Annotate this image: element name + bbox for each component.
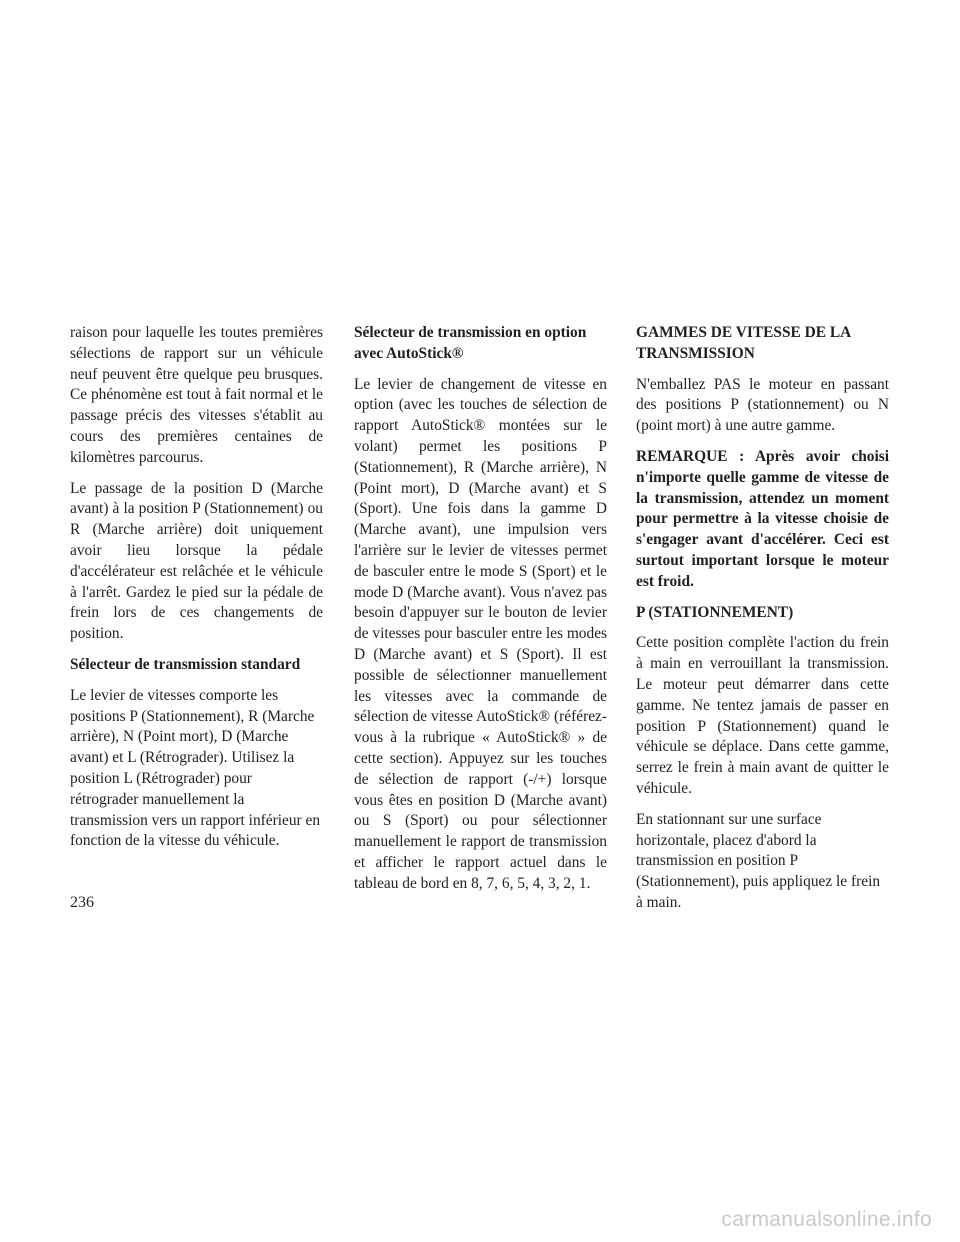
section-heading: P (STATIONNEMENT)	[636, 603, 794, 621]
body-paragraph: Le passage de la position D (Marche avant) à la position P (Stationnement) ou R (Marche arrière) doit uniquement avoir lieu lorsque la pédale d'accélérateur est relâchée et le véhicule à l'arrêt. Gardez le pied sur la pédale de frein lors de ces changements de position.	[70, 479, 323, 643]
note-paragraph: REMARQUE : Après avoir choisi n'importe quelle gamme de vitesse de la transmission, attendez un moment pour permettre à la vitesse choisie de s'engager avant d'accélérer. Ceci est surtout important lorsque le moteur est froid.	[636, 447, 889, 590]
left-column	[70, 323, 323, 862]
watermark: carmanualsonline.info	[721, 1208, 932, 1231]
body-paragraph: Cette position complète l'action du frein à main en verrouillant la transmission. Le moteur peut démarrer dans cette gamme. Ne tentez jamais de passer en position P (Stationnement) quand le véhicule se déplace. Dans cette gamme, serrez le frein à main avant de quitter le véhicule.	[636, 634, 889, 797]
body-paragraph: Le levier de changement de vitesse en option (avec les touches de sélection de rapport AutoStick® montées sur le volant) permet les positions P (Stationnement), R (Marche arrière), N (Point mort), D (Marche avant) et S (Sport). Une fois dans la gamme D (Marche avant), une impulsion vers l'arrière sur le levier de vitesses permet de basculer entre le mode S (Sport) et le mode D (Marche avant). Vous n'avez pas besoin d'appuyer sur le bouton de levier de vitesses pour basculer entre les modes D (Marche avant) et S (Sport). Il est possible de sélectionner manuellement les vitesses avec la commande de sélection de vitesse AutoStick® (référez-vous à la rubrique « AutoStick® » de cette section). Appuyez sur les touches de sélection de rapport (-/+) lorsque vous êtes en position D (Marche avant) ou S (Sport) ou pour sélectionner manuellement le rapport de transmission et afficher le rapport actuel dans le tableau de bord en 8, 7, 6, 5, 4, 3, 2, 1.	[354, 375, 608, 892]
body-paragraph: raison pour laquelle les toutes premières sélections de rapport sur un véhicule neuf peuvent être quelque peu brusques. Ce phénomène est tout à fait normal et le passage précis des vitesses s'établit au cours des premières centaines de kilomètres parcourus.	[70, 324, 324, 466]
right-column	[636, 323, 889, 924]
section-heading: Sélecteur de transmission en option avec AutoStick®	[354, 324, 587, 362]
section-heading: Sélecteur de transmission standard	[70, 655, 301, 673]
section-heading: GAMMES DE VITESSE DE LA TRANSMISSION	[636, 324, 851, 362]
body-paragraph: En stationnant sur une surface horizontale, placez d'abord la transmission en position P (Stationnement), puis appliquez le frein à main.	[636, 810, 881, 911]
middle-column	[354, 323, 607, 905]
body-paragraph: N'emballez PAS le moteur en passant des positions P (stationnement) ou N (point mort) à une autre gamme.	[636, 375, 889, 435]
page-number: 236	[70, 894, 94, 911]
body-paragraph: Le levier de vitesses comporte les positions P (Stationnement), R (Marche arrière), N (Point mort), D (Marche avant) et L (Rétrograder). Utilisez la position L (Rétrograder) pour rétrograder manuellement la transmission vers un rapport inférieur en fonction de la vitesse du véhicule.	[70, 686, 321, 850]
